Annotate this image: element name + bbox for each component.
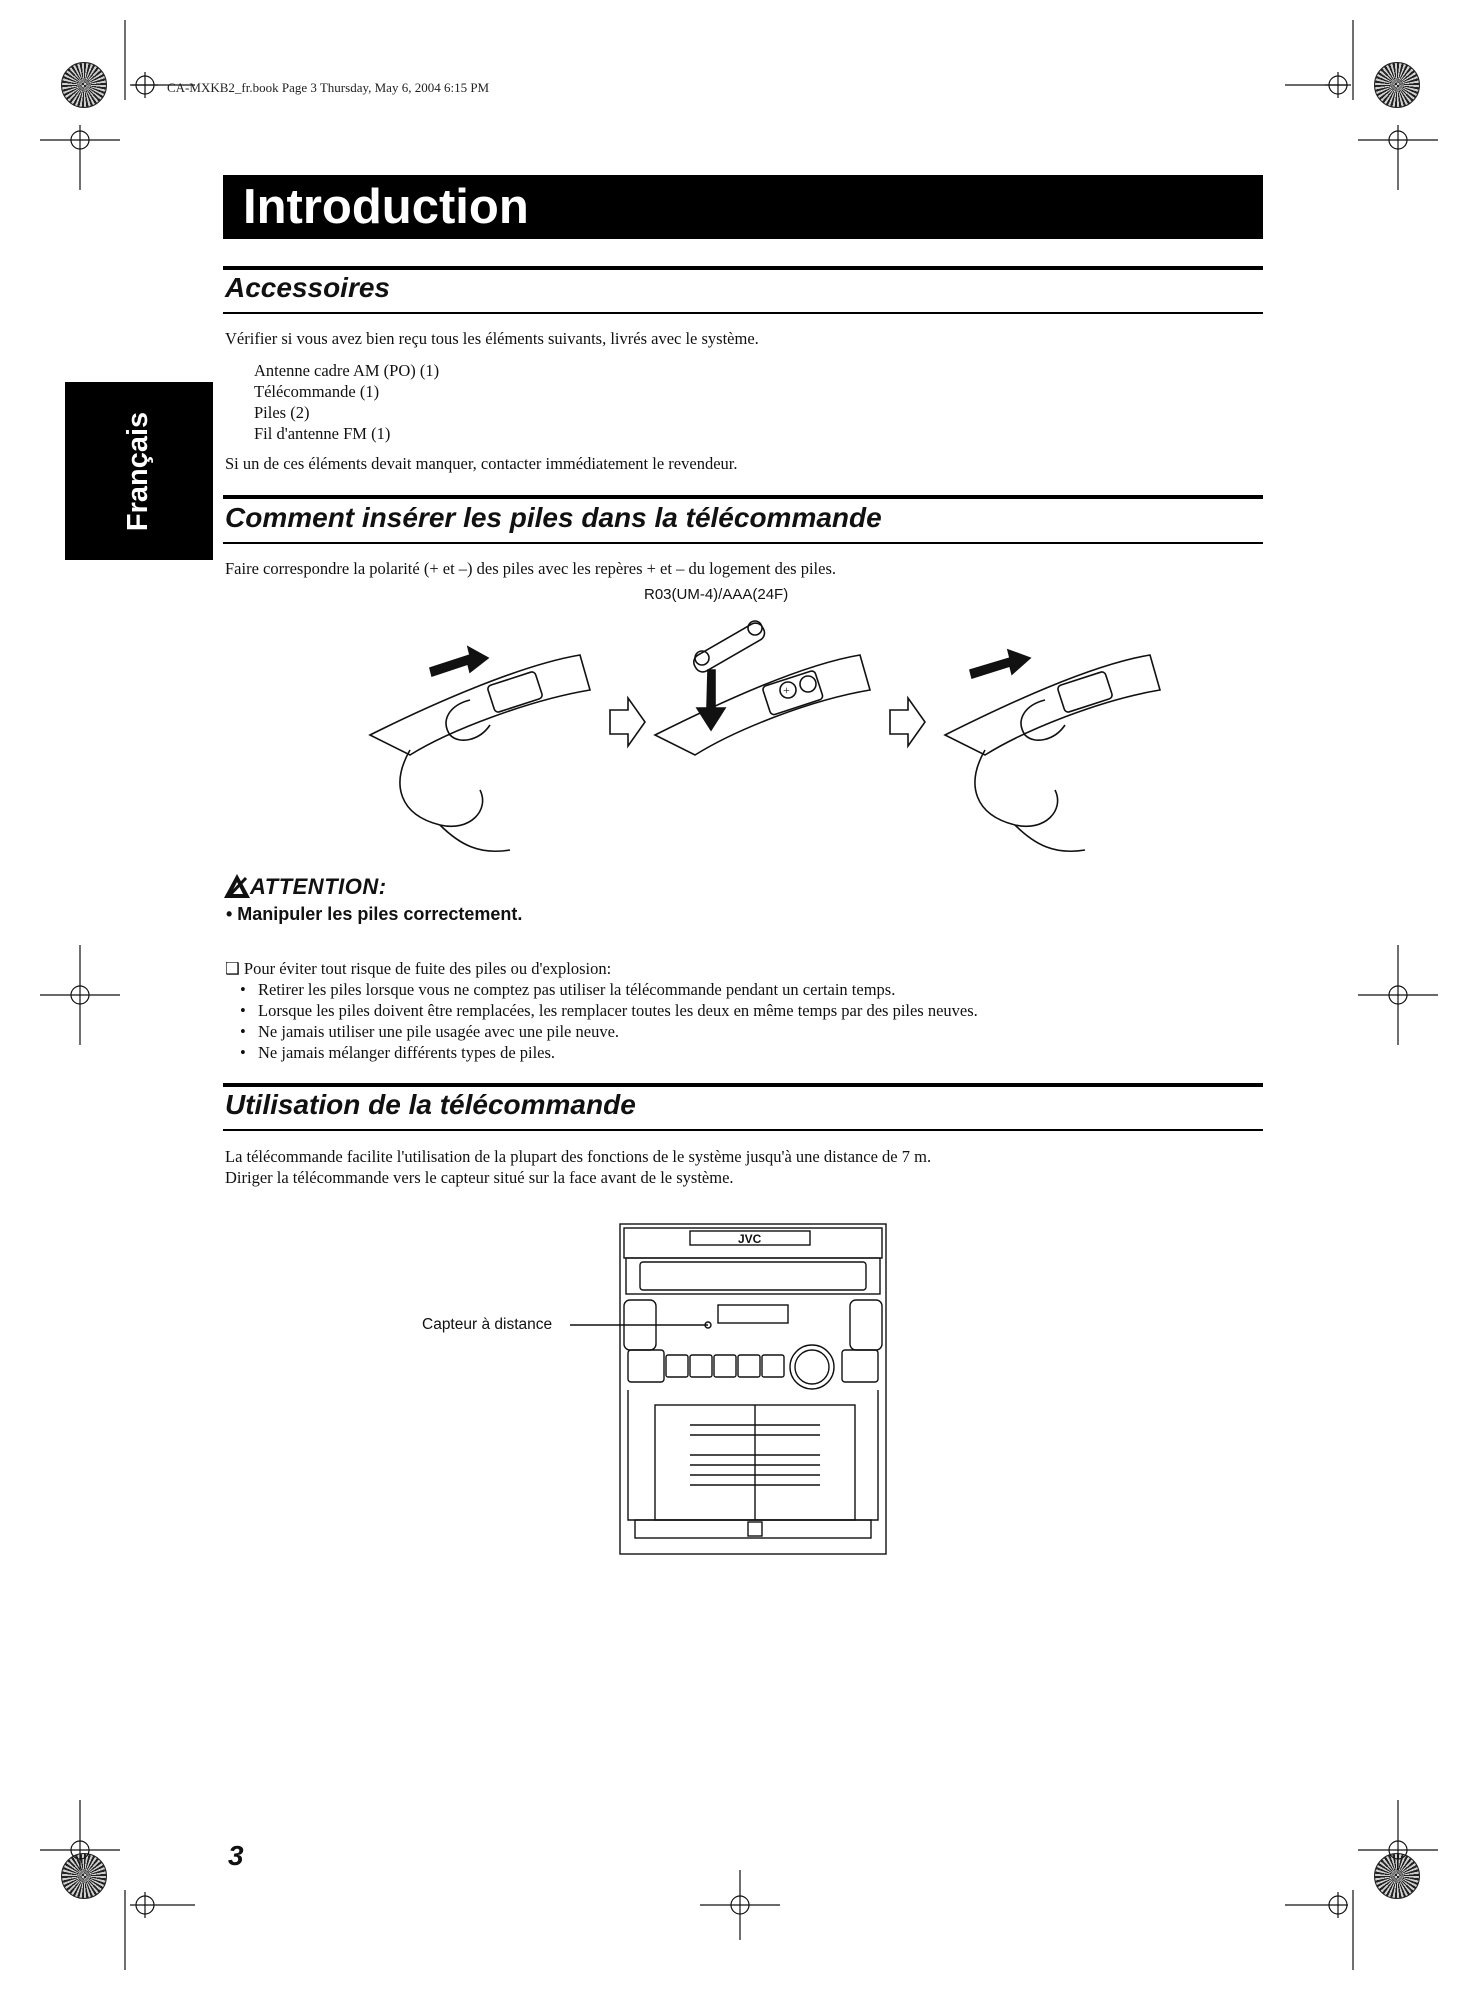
- utilisation-line-1: La télécommande facilite l'utilisation de la plupart des fonctions de le système jusqu'à une distance de 7 m.: [225, 1147, 932, 1166]
- list-item: Télécommande (1): [254, 382, 380, 401]
- list-item: • Ne jamais utiliser une pile usagée avec une pile neuve.: [240, 1021, 978, 1042]
- attention-lead: ❑ Pour éviter tout risque de fuite des piles ou d'explosion:: [225, 959, 612, 978]
- section-rule: [223, 312, 1263, 314]
- attention-title: ATTENTION:: [250, 874, 387, 899]
- page-number: 3: [228, 1840, 244, 1871]
- list-item: Antenne cadre AM (PO) (1): [254, 361, 440, 380]
- accessoires-intro: Vérifier si vous avez bien reçu tous les éléments suivants, livrés avec le système.: [225, 329, 759, 348]
- battery-insertion-illustration: [370, 610, 1150, 860]
- attention-bullet: • Manipuler les piles correctement.: [226, 904, 523, 924]
- stereo-system-illustration: [570, 1220, 890, 1560]
- section-title-accessoires: Accessoires: [225, 272, 391, 303]
- list-item: • Lorsque les piles doivent être remplacées, les remplacer toutes les deux en même temps par des piles neuves.: [240, 1000, 978, 1021]
- language-tab-label: Français: [122, 411, 155, 531]
- list-item: Fil d'antenne FM (1): [254, 424, 391, 443]
- accessories-list: [254, 360, 439, 444]
- section-title-piles: Comment insérer les piles dans la télécommande: [225, 502, 882, 533]
- list-item: Piles (2): [254, 403, 310, 422]
- section-rule: [223, 1129, 1263, 1131]
- svg-text:+: +: [783, 683, 790, 697]
- section-rule: [223, 542, 1263, 544]
- battery-type-label: R03(UM-4)/AAA(24F): [644, 586, 789, 603]
- warning-icon: [224, 874, 250, 898]
- page-title: Introduction: [243, 180, 529, 234]
- list-item: • Ne jamais mélanger différents types de piles.: [240, 1042, 978, 1063]
- file-header: CA-MXKB2_fr.book Page 3 Thursday, May 6, 2004 6:15 PM: [167, 80, 490, 95]
- section-title-utilisation: Utilisation de la télécommande: [225, 1089, 636, 1120]
- accessoires-outro: Si un de ces éléments devait manquer, contacter immédiatement le revendeur.: [225, 454, 738, 473]
- section-rule: [223, 495, 1263, 499]
- list-item: • Retirer les piles lorsque vous ne comptez pas utiliser la télécommande pendant un certain temps.: [240, 979, 978, 1000]
- attention-points: [240, 979, 978, 1063]
- section-rule: [223, 1083, 1263, 1087]
- piles-intro: Faire correspondre la polarité (+ et –) des piles avec les repères + et – du logement des piles.: [225, 559, 837, 578]
- remote-sensor-label: Capteur à distance: [422, 1316, 553, 1333]
- utilisation-line-2: Diriger la télécommande vers le capteur situé sur la face avant de le système.: [225, 1168, 734, 1187]
- section-rule: [223, 266, 1263, 270]
- brand-logo: JVC: [738, 1232, 762, 1246]
